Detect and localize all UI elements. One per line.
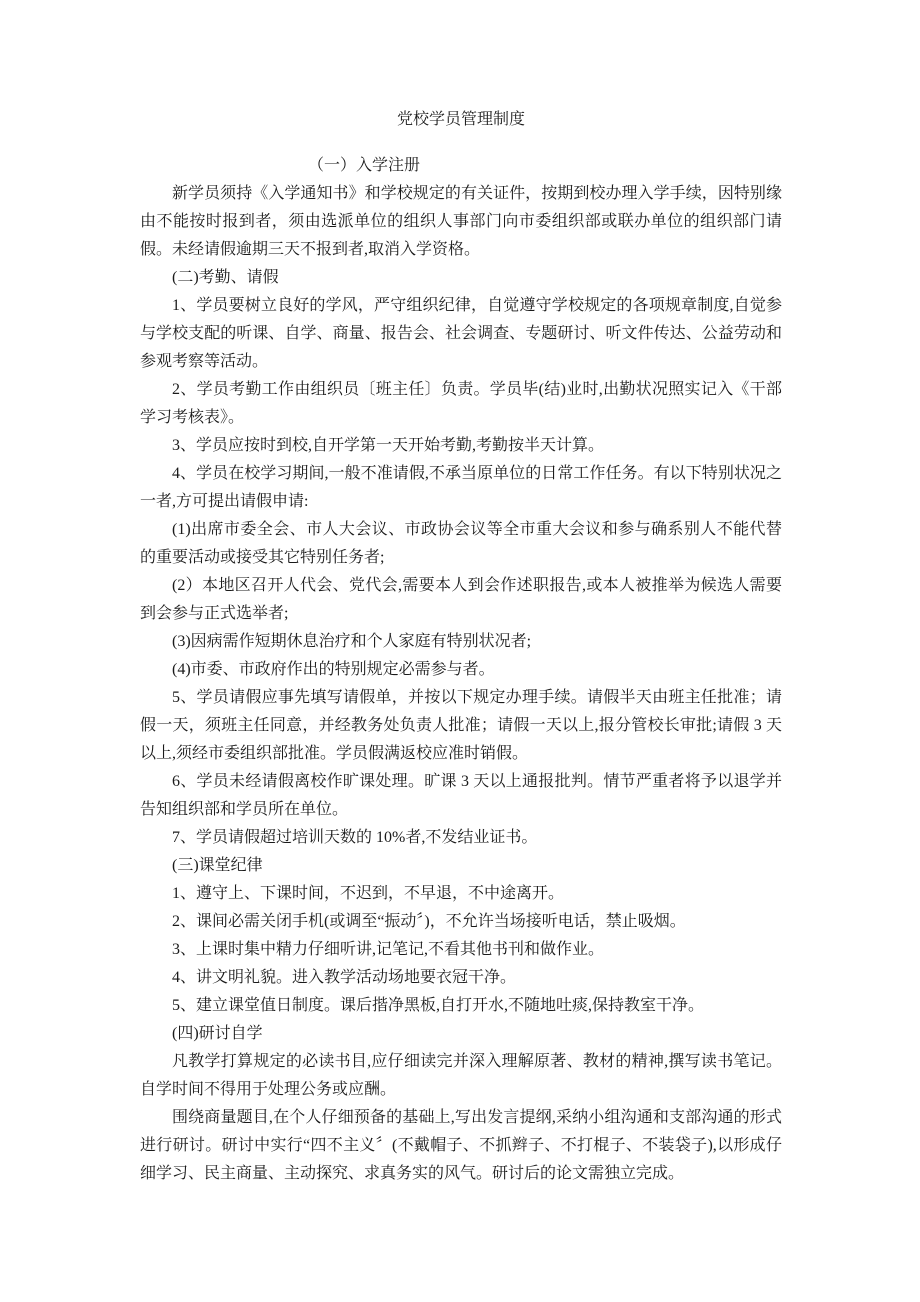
paragraph: 5、建立课堂值日制度。课后揩净黑板,自打开水,不随地吐痰,保持教室干净。 [172,997,705,1014]
paragraph: 1、遵守上、下课时间，不迟到，不早退，不中途离开。 [172,885,565,902]
section-heading-attendance: (二)考勤、请假 [172,269,279,286]
paragraph: 4、学员在校学习期间,一般不准请假,不承当原单位的日常工作任务。有以下特别状况之一者,方可提出请假申请: [140,465,782,510]
paragraph: (2）本地区召开人代会、党代会,需要本人到会作述职报告,或本人被推举为候选人需要到会参与正式选举者; [140,577,782,622]
paragraph: 围绕商量题目,在个人仔细预备的基础上,写出发言提纲,采纳小组沟通和支部沟通的形式进行研讨。研讨中实行“四不主义〞(不戴帽子、不抓辫子、不打棍子、不装袋子),以形成仔细学习、民主商量、主动探究、求真务实的风气。研讨后的论文需独立完成。 [140,1109,782,1182]
paragraph: 7、学员请假超过培训天数的 10%者,不发结业证书。 [172,829,538,846]
paragraph: 4、讲文明礼貌。进入教学活动场地要衣冠干净。 [172,969,517,986]
paragraph: (4)市委、市政府作出的特别规定必需参与者。 [172,661,495,678]
paragraph: 1、学员要树立良好的学风，严守组织纪律，自觉遵守学校规定的各项规章制度,自觉参与学校支配的听课、自学、商量、报告会、社会调查、专题研讨、听文件传达、公益劳动和参观考察等活动。 [140,297,782,370]
document-title: 党校学员管理制度 [396,111,525,128]
paragraph: 3、学员应按时到校,自开学第一天开始考勤,考勤按半天计算。 [172,437,605,454]
section-heading-enrollment: （一）入学注册 [308,157,421,174]
paragraph: (1)出席市委全会、市人大会议、市政协会议等全市重大会议和参与确系别人不能代替的重要活动或接受其它特别任务者; [140,521,782,566]
section-heading-self-study: (四)研讨自学 [172,1025,263,1042]
paragraph: 3、上课时集中精力仔细听讲,记笔记,不看其他书刊和做作业。 [172,941,605,958]
paragraph: 2、学员考勤工作由组织员〔班主任〕负责。学员毕(结)业时,出勤状况照实记入《干部学习考核表》。 [140,381,782,426]
paragraph: 5、学员请假应事先填写请假单，并按以下规定办理手续。请假半天由班主任批准；请假一天，须班主任同意，并经教务处负责人批准；请假一天以上,报分管校长审批;请假 3 天以上,须经市委组织部批准。学员假满返校应准时销假。 [140,689,782,762]
paragraph: (3)因病需作短期休息治疗和个人家庭有特别状况者; [172,633,532,650]
section-heading-classroom-discipline: (三)课堂纪律 [172,857,263,874]
paragraph: 凡教学打算规定的必读书目,应仔细读完并深入理解原著、教材的精神,撰写读书笔记。自学时间不得用于处理公务或应酬。 [140,1053,782,1098]
paragraph: 6、学员未经请假离校作旷课处理。旷课 3 天以上通报批判。情节严重者将予以退学并告知组织部和学员所在单位。 [140,773,782,818]
paragraph: 2、课间必需关闭手机(或调至“振动〞)，不允许当场接听电话，禁止吸烟。 [172,913,686,930]
paragraph: 新学员须持《入学通知书》和学校规定的有关证件，按期到校办理入学手续，因特别缘由不能按时报到者，须由选派单位的组织人事部门向市委组织部或联办单位的组织部门请假。未经请假逾期三天不报到者,取消入学资格。 [140,185,782,258]
